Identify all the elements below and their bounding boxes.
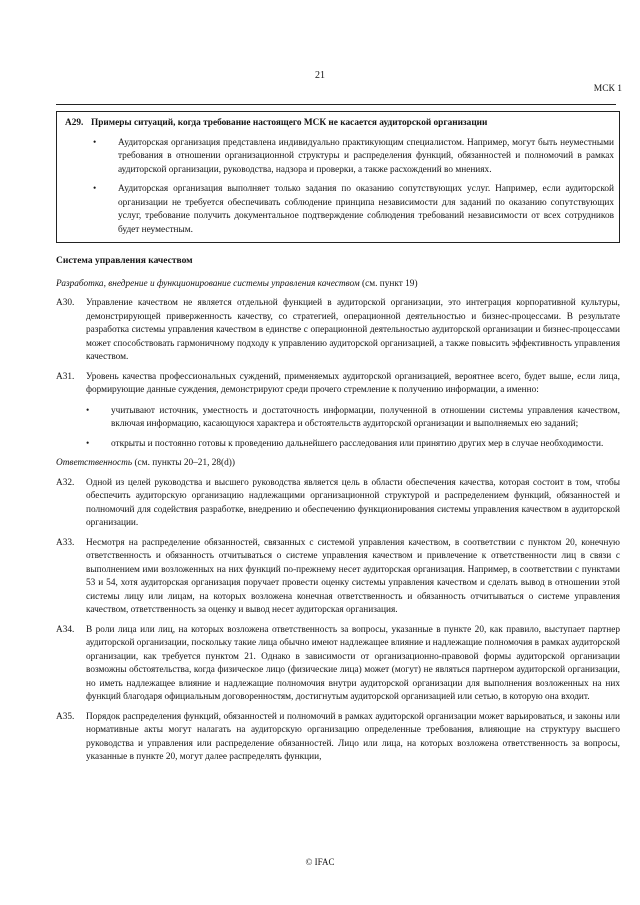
a29-title (65, 117, 614, 131)
bullet-icon: • (93, 184, 97, 194)
paragraph-text: Порядок распределения функций, обязанностей и полномочий в рамках аудиторской организации может варьироваться, и законы или нормативные акты могут налагать на аудиторскую организацию определенные требования, влияющие на структуру высшего руководства и управления или распределение обязанностей. Лицо или лица, на которых возложена ответственность за вопросы, указанные в пункте 20, могут далее распределять функции, (86, 711, 620, 762)
paragraph-number: A30. (56, 298, 75, 308)
section-heading: Система управления качеством (56, 256, 193, 266)
paragraph-text: Управление качеством не является отдельной функцией в аудиторской организации, это интеграция корпоративной культуры, демонстрирующей приверженность качеству, со стратегией, операционной деятельностью и бизнес-процессами. В результате разработка системы управления качеством в единстве с операционной деятельностью аудиторской организации и бизнес-процессами может способствовать гармоничному подходу к управлению аудиторской организацией, а также повысить эффективность управления качеством. (86, 298, 620, 362)
paragraph-number: A29. (65, 118, 84, 128)
list-item-text: Аудиторская организация выполняет только задания по оказанию сопутствующих услуг. Например, если аудиторской организации не требуется обеспечивать соблюдение принципа независимости для заданий по оказанию сопутствующих услуг, требование получить документальное подтверждение соблюдения требований независимости от всех сотрудников будет неуместным. (118, 184, 614, 235)
paragraph-a30 (56, 297, 620, 365)
list-item-text: открыты и постоянно готовы к проведению дальнейшего расследования или принятию других мер в случае необходимости. (111, 438, 604, 449)
paragraph-number: A34. (56, 624, 75, 635)
page-number: 21 (315, 70, 325, 81)
a29-title-text: Примеры ситуаций, когда требование настоящего МСК не касается аудиторской организации (91, 118, 488, 128)
list-item (86, 405, 620, 432)
paragraph-number: A35. (56, 711, 75, 722)
list-item-text: учитывают источник, уместность и достаточность информации, полученной в отношении системы управления качеством, включая информацию, касающуюся характера и обстоятельств аудиторской организации и выполняемых ею заданий; (111, 405, 620, 429)
list-item (86, 438, 620, 452)
list-item (93, 137, 614, 178)
paragraph-a33 (56, 537, 620, 618)
a29-bullet-list (93, 137, 614, 238)
paragraph-a32 (56, 477, 620, 531)
paragraph-number: A31. (56, 371, 75, 382)
subheading-design (56, 278, 620, 292)
paragraph-text: Несмотря на распределение обязанностей, связанных с системой управления качеством, в соответствии с пунктом 20, конечную ответственность и обязанность отчитываться о системе управления качеством и привлечение к ответственности лиц в связи с выполнением ими возложенных на них функций по-прежнему несет аудиторская организация. Например, в соответствии с пунктами 53 и 54, хотя аудиторская организация поручает провести оценку системы управления качеством и сделать вывод в отношении этой системы лицу или лицам, на которых возложена конечная ответственность и обязанность отчитываться о системе управления качеством, ответственность за оценку и вывод несет аудиторская организация. (86, 537, 620, 615)
paragraph-body (86, 371, 620, 452)
paragraph-number: A33. (56, 537, 75, 548)
subheading-title: Разработка, внедрение и функционирование системы управления качеством (56, 278, 360, 289)
bullet-icon: • (86, 438, 90, 449)
subheading-reference: (см. пункты 20–21, 28(d)) (132, 458, 235, 468)
paragraph-a35 (56, 711, 620, 765)
subheading-title: Ответственность (56, 458, 133, 468)
subheading-responsibility (56, 457, 620, 471)
bullet-icon: • (86, 405, 90, 416)
paragraph-number: A32. (56, 477, 75, 488)
paragraph-text: Одной из целей руководства и высшего руководства является цель в области обеспечения качества, которая состоит в том, чтобы обеспечить аудиторскую организацию надлежащими организационной структурой и распределением функций, обязанностей и полномочий для содействия разработке, внедрению и обеспечению функционирования системы управления качеством в аудиторской организации. (86, 477, 620, 528)
a31-bullet-list (86, 405, 620, 452)
paragraph-a31 (56, 371, 620, 452)
copyright-footer: © IFAC (305, 857, 335, 867)
standard-code: МСК 1 (593, 84, 622, 94)
page-content (56, 111, 620, 771)
list-item-text: Аудиторская организация представлена индивидуально практикующим специалистом. Например, могут быть неуместными требования в отношении организационной структуры и распределения функций, обязанностей и полномочий в рамках аудиторской организации, руководства, надзора и проверки, а также расхождений во мнениях. (118, 137, 614, 175)
header-rule (56, 104, 616, 105)
paragraph-text: Уровень качества профессиональных суждений, применяемых аудиторской организацией, вероятнее всего, будет выше, если лица, формирующие данные суждения, демонстрируют среди прочего стремление к получению информации, а именно: (86, 371, 620, 395)
list-item (93, 183, 614, 237)
paragraph-a34 (56, 624, 620, 705)
paragraph-text: В роли лица или лиц, на которых возложена ответственность за вопросы, указанные в пункте 20, как правило, выступает партнер аудиторской организации, поскольку такие лица обычно имеют надлежащее влияние и надлежащие полномочия в рамках аудиторской организации, как требуется пунктом 21. Однако в зависимости от организационно-правовой формы аудиторской организации возможны обстоятельства, когда физическое лицо (физические лица) может (могут) не являться партнером аудиторской организации, но иметь надлежащее влияние и надлежащие полномочия внутри аудиторской организации для выполнения возложенных на них функций благодаря официальным договоренностям, достигнутым аудиторской организацией или сетью, в которую она входит. (86, 624, 620, 702)
subheading-reference: (см. пункт 19) (359, 278, 418, 289)
a29-boxed-paragraph (56, 111, 620, 243)
bullet-icon: • (93, 137, 97, 148)
